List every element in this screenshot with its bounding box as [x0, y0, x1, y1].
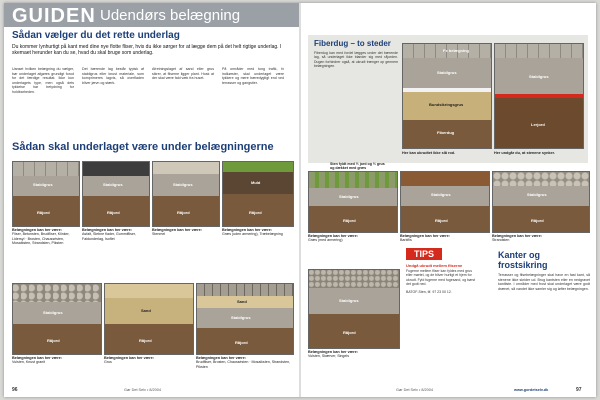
layer-label: Råjord	[37, 210, 50, 215]
layer-label: Stabilgrus	[231, 315, 251, 320]
layer-label: Råjord	[249, 210, 262, 215]
caption-text: Fliser, Betonsten, Brudfliser, Klinker, Lidersyl · Brosten, Chaussésten, Mosaiksten, Strandsten, Piksten	[12, 232, 70, 246]
layer-label: Stabilgrus	[527, 192, 547, 197]
layer-label: Råjord	[531, 218, 544, 223]
caption-text: Asfalt, Slebne flader, Gummifliser, Faldunderlag, Isoflet	[82, 232, 136, 241]
caption-graes-armering	[308, 234, 396, 243]
layer-label: Stabilgrus	[43, 310, 63, 315]
caption-fliser	[12, 228, 78, 246]
caption-title: Belægningen kan her være:	[82, 228, 133, 232]
layer-label: Råjord	[177, 210, 190, 215]
fiber-label: Stabilgrus	[529, 74, 549, 79]
fiber-label: Bundsikringsgrus	[429, 102, 464, 107]
layer-label: Råjord	[343, 218, 356, 223]
fiberdug-title: Fiberdug – to steder	[314, 39, 391, 48]
caption-graes	[222, 228, 292, 237]
kanter-text: Terrasser og flisebelægninger skal have en fast kant, så stenene ikke skrider ud. Brug kantsten eller en nedgravet kantliste. I områder med frost skal underlaget være godt drænet, så vandet ikke samler sig og løfter belægningen.	[498, 273, 590, 291]
caption-text: Strandsten	[492, 238, 510, 243]
tile-vulsten	[12, 283, 102, 355]
tips-box	[406, 248, 478, 358]
layer-label: Råjord	[139, 338, 152, 343]
caption-title: Belægningen kan her være:	[196, 356, 247, 360]
caption-title: Belægningen kan her være:	[104, 356, 155, 360]
tips-body: Fugerne mellem fliser kan fyldes med grus eller mørtel, og de bliver hurtigt et hjem for ukrudt. Fyld fugerne med fugesand, og børst det godt ned.	[406, 269, 476, 286]
caption-title: Belægningen kan her være:	[12, 228, 63, 232]
fiberdug-caption-2: Her undgår du, at stenene synker.	[494, 151, 555, 155]
layer-label: Stabilgrus	[103, 182, 123, 187]
tips-text	[406, 269, 478, 295]
tile-skaerver	[308, 269, 400, 349]
caption-vulsten	[12, 356, 100, 365]
caption-text: Vulsten, Knust granit	[12, 360, 46, 365]
caption-text: Barkflis	[400, 238, 412, 243]
fiberdug-box	[308, 35, 588, 163]
caption-barkflis	[400, 234, 488, 243]
tile-stenmel	[152, 161, 220, 227]
caption-skaerver	[308, 350, 398, 359]
caption-text: Græs (uden armering), Træbelægning	[222, 232, 283, 237]
tile-graes-armering	[308, 171, 398, 233]
caption-brosten	[196, 356, 292, 369]
tips-label: TIPS	[406, 248, 442, 260]
kanter-title: Kanter og frostsikring	[498, 250, 548, 270]
layer-label: Råjord	[107, 210, 120, 215]
body-column-4: På områder med tung trafik, fx indkørsler, skal underlaget være tykkere og mere bæredygtigt end ved terrasser og gangstier.	[222, 67, 284, 85]
layer-label: Råjord	[235, 340, 248, 345]
magazine-spread	[4, 3, 596, 397]
caption-title: Belægningen kan her være:	[12, 356, 63, 360]
page-number-left: 96	[12, 387, 18, 393]
body-column-3: Afretningslaget af sand eller grus sikrer, at fliserne ligger plant. Husk at der skal være fald væk fra huset.	[152, 67, 214, 81]
caption-text: Vulsten, Skærver, Singels	[308, 354, 350, 359]
body-column-1: Uanset hvilken belægning du vælger, bør underlaget afgøres grundigt forud for det færdige resultat. Ikke kun underlagets type, men også dets tykkelse har betydning for holdbarheden.	[12, 67, 74, 94]
fiberdug-diagram-2	[494, 43, 584, 149]
caption-text: Grus	[104, 360, 112, 365]
caption-title: Belægningen kan her være:	[400, 234, 451, 238]
page-number-right: 97	[576, 387, 582, 393]
fiber-label: Fx belægning	[443, 48, 469, 53]
caption-title: Belægningen kan her være:	[492, 234, 543, 238]
footer-magazine-right: Gør Det Selv • 8/2004	[396, 388, 433, 392]
layer-label: Stabilgrus	[33, 182, 53, 187]
left-page	[4, 3, 300, 397]
header-band	[4, 3, 300, 27]
fiberdug-diagram-1	[402, 43, 492, 149]
fiberdug-caption-1: Her kan ukrudtet ikke slå rod.	[402, 151, 456, 155]
footer-url[interactable]: www.gordetselv.dk	[514, 388, 549, 392]
fiberdug-text: Fiberdug kan med fordel lægges under det bærende lag, så underlaget ikke blander sig med råjorden. Dugen forhindrer også, at ukrudt trænger op gennem belægningen.	[314, 51, 398, 68]
tips-subtitle: Undgå ukrudt mellem fliserne	[406, 263, 463, 268]
footer-magazine-left: Gør Det Selv • 8/2004	[124, 388, 161, 392]
caption-title: Belægningen kan her være:	[152, 228, 203, 232]
headline-underlag: Sådan vælger du det rette underlag	[12, 30, 180, 41]
caption-title: Belægningen kan her være:	[222, 228, 273, 232]
layer-label: Råjord	[435, 218, 448, 223]
layer-label: Stabilgrus	[339, 298, 359, 303]
layer-label: Stabilgrus	[339, 194, 359, 199]
caption-text: Stenmel	[152, 232, 166, 237]
layer-label: Sand	[141, 308, 151, 313]
tile-brosten	[196, 283, 294, 355]
caption-stenmel	[152, 228, 218, 237]
tile-strandsten	[492, 171, 590, 233]
caption-asfalt	[82, 228, 148, 241]
tile-asfalt	[82, 161, 150, 227]
tile-fliser	[12, 161, 80, 227]
section-title: Udendørs belægning	[100, 7, 241, 24]
layer-label: Stabilgrus	[431, 192, 451, 197]
layer-label: Stabilgrus	[173, 182, 193, 187]
layer-label: Råjord	[343, 330, 356, 335]
brand-guiden: GUIDEN	[12, 5, 96, 27]
caption-title: Belægningen kan her være:	[308, 350, 359, 354]
layer-label: Muld	[251, 180, 261, 185]
headline-belaegning: Sådan skal underlaget være under belægningerne	[12, 141, 274, 153]
fiber-label: Lerjord	[531, 122, 545, 127]
tile-top-label: Sten fyldt med ½ jord og ½ grus og dækket med græs	[330, 162, 385, 171]
body-column-2: Det bærende lag består typisk af stabilgrus eller knust materiale, som komprimeres lagvis, så overfladen bliver jævn og stærk.	[82, 67, 144, 85]
caption-strandsten	[492, 234, 588, 243]
layer-label: Råjord	[47, 338, 60, 343]
caption-text: Græs (med armering)	[308, 238, 343, 243]
tile-barkflis	[400, 171, 490, 233]
lead-paragraph: Du kommer lynhurtigt på kant med dine nye flotte fliser, hvis du ikke sørger for at lægge dem på det helt rigtige underlag. I skemaet herunder kan du se, hvad du skal bruge som underlag.	[12, 44, 282, 56]
tile-graes	[222, 161, 294, 227]
fiber-label: Fiberdug	[437, 130, 455, 135]
fiber-label: Stabilgrus	[437, 70, 457, 75]
caption-text: Brudfliser, Brosten, Chaussésten · Mosaiksten, Strandsten, Piksten	[196, 360, 291, 369]
caption-grus	[104, 356, 192, 365]
tile-grus	[104, 283, 194, 355]
layer-label: Sand	[237, 299, 247, 304]
tips-contact: BATOF-Sten, tlf. 97 23 00 12.	[406, 290, 452, 295]
right-page	[300, 3, 596, 397]
caption-title: Belægningen kan her være:	[308, 234, 359, 238]
